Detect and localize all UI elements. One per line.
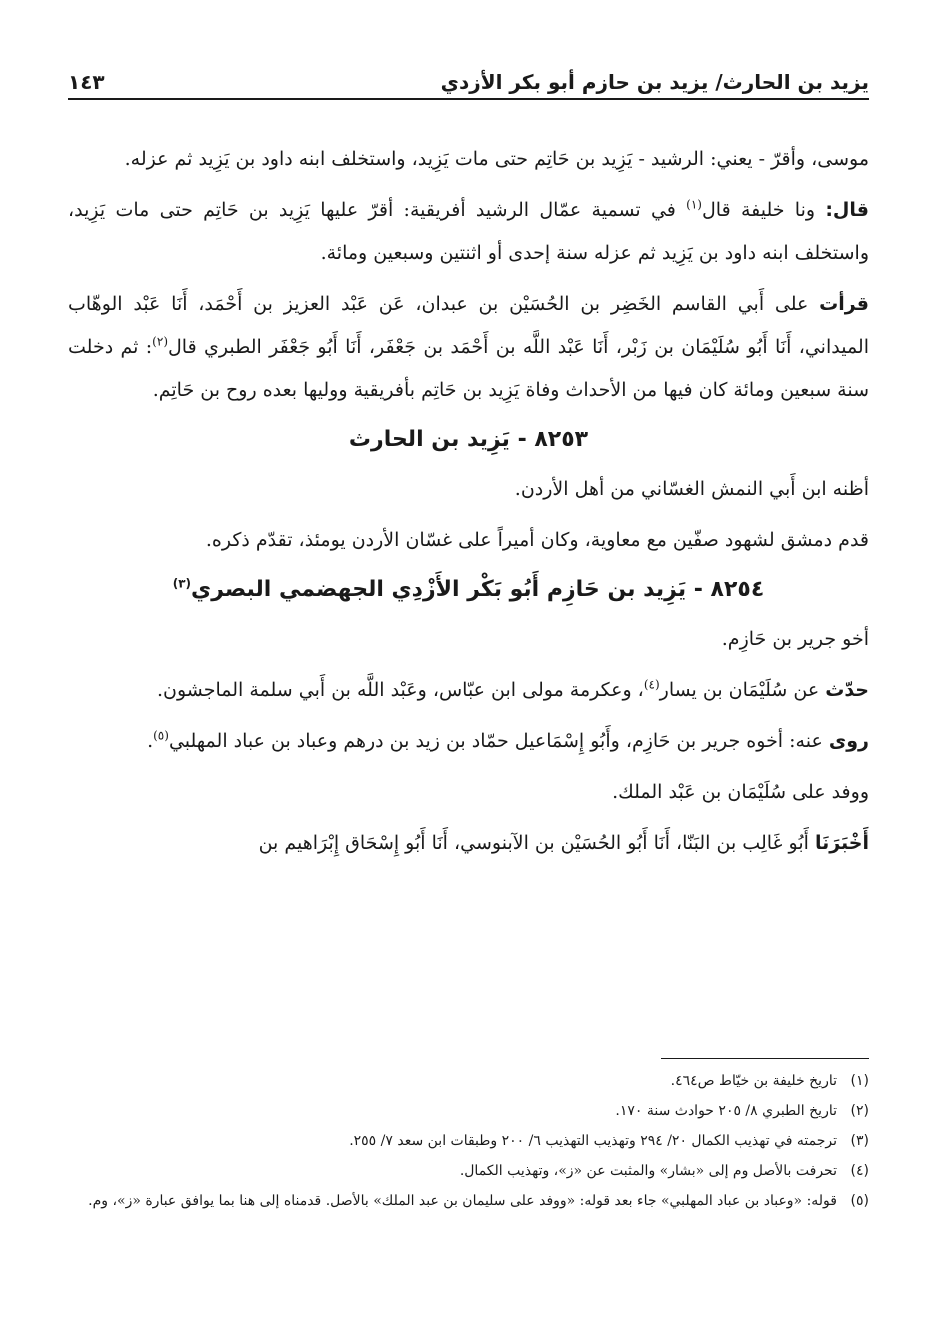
entry-8254-wafada: ووفد على سُلَيْمَان بن عَبْد الملك.: [612, 781, 869, 803]
lead-word: قال:: [825, 199, 869, 221]
running-title: يزيد بن الحارث/ يزيد بن حازم أبو بكر الأزدي: [440, 70, 869, 94]
footnote-3: [68, 1126, 869, 1156]
lead-word: أَخْبَرَنَا: [814, 832, 869, 854]
footnote-ref-3[interactable]: (٣): [172, 576, 192, 591]
footnote-text: تاريخ الطبري ٨/ ٢٠٥ حوادث سنة ١٧٠.: [615, 1103, 837, 1119]
footnote-separator: [661, 1058, 869, 1059]
entry-8254-haddatha: حدّث عن سُلَيْمَان بن يسار$^{(٤)}$، وعكرمة مولى ابن عبّاس، وعَبْد اللَّه بن أَبي سلمة الماجشون.: [156, 677, 869, 701]
footnote-text: تحرفت بالأصل وم إلى «بشار» والمثبت عن «ز»، وتهذيب الكمال.: [459, 1163, 837, 1179]
entry-8254-paragraph-1: أخو جرير بن حَازِم.: [721, 628, 869, 650]
footnote-ref-1[interactable]: (١): [686, 197, 702, 212]
footnote-4: [68, 1156, 869, 1186]
footnote-text: قوله: «وعباد بن عباد المهلبي» جاء بعد قوله: «ووفد على سليمان بن عبد الملك» بالأصل. قدمناه إلى هنا بما يوافق عبارة «ز»، وم.: [88, 1193, 837, 1209]
footnote-number: (٤): [850, 1163, 869, 1179]
entry-8253-paragraph-1: أظنه ابن أَبي النمش الغسّاني من أهل الأردن.: [514, 478, 869, 500]
footnotes: [68, 1066, 869, 1216]
footnote-number: (٢): [850, 1103, 869, 1119]
entry-8254-akhbarana: أَخْبَرَنَا أَبُو غَالِب بن البَنّا، أَنَا أَبُو الحُسَيْن بن الآبنوسي، أَنَا أَبُو إِسْحَاق إِبْرَاهيم بن: [258, 832, 869, 854]
footnote-text: تاريخ خليفة بن خيّاط ص٤٦٤.: [670, 1073, 837, 1089]
entry-heading-8253: ٨٢٥٣ - يَزِيد بن الحارث: [348, 427, 589, 452]
footnote-1: [68, 1066, 869, 1096]
footnote-5: [68, 1186, 869, 1216]
footnote-ref-2[interactable]: (٢): [152, 334, 168, 349]
paragraph-continuation: موسى، وأقرّ - يعني: الرشيد - يَزِيد بن حَاتِم حتى مات يَزِيد، واستخلف ابنه داود بن يَزِيد ثم عزله.: [124, 148, 869, 170]
footnote-number: (٥): [850, 1193, 869, 1209]
entry-heading-8254: ٨٢٥٤ - يَزِيد بن حَازِم أَبُو بَكْر الأَزْدِي الجهضمي البصري$^{(٣)}$: [172, 576, 765, 602]
entry-8254-rawa: روى عنه: أخوه جرير بن حَازِم، وأَبُو إِسْمَاعيل حمّاد بن زيد بن درهم وعباد بن عباد المهلبي$^{(٥)}$.: [147, 728, 869, 752]
lead-word: حدّث: [825, 679, 869, 701]
paragraph-qarat: قرأت على أَبي القاسم الخَضِر بن الحُسَيْن بن عبدان، عَن عَبْد العزيز بن أَحْمَد، أَنَا عَبْد الوهّاب الميداني، أَنَا أَبُو سُلَيْمَان بن زَبْر، أَنَا عَبْد اللَّه بن أَحْمَد بن جَعْفَر، أَنَا أَبُو جَعْفَر الطبري قال$^{(٢)}$: ثم دخلت سنة سبعين ومائة كان فيها من الأحداث وفاة يَزِيد بن حَاتِم بأفريقية ووليها بعده روح بن حَاتِم.: [68, 293, 869, 401]
footnote-ref-5[interactable]: (٥): [153, 728, 169, 743]
footnote-text: ترجمته في تهذيب الكمال ٢٠/ ٢٩٤ وتهذيب التهذيب ٦/ ٢٠٠ وطبقات ابن سعد ٧/ ٢٥٥.: [349, 1133, 837, 1149]
main-text: [68, 138, 869, 873]
footnote-ref-4[interactable]: (٤): [643, 677, 660, 692]
lead-word: قرأت: [819, 293, 869, 315]
running-header: [68, 60, 869, 100]
lead-word: روى: [828, 730, 869, 752]
footnote-number: (٣): [850, 1133, 869, 1149]
footnote-2: [68, 1096, 869, 1126]
entry-8253-paragraph-2: قدم دمشق لشهود صفّين مع معاوية، وكان أميراً على غسّان الأردن يومئذ، تقدّم ذكره.: [205, 529, 869, 551]
footnote-number: (١): [850, 1073, 869, 1089]
page-number: ١٤٣: [68, 70, 105, 94]
paragraph-qal: قال: ونا خليفة قال$^{(١)}$ في تسمية عمّال الرشيد أفريقية: أقرّ عليها يَزِيد بن حَاتِم حتى مات يَزِيد، واستخلف ابنه داود بن يَزِيد ثم عزله سنة إحدى أو اثنتين وسبعين ومائة.: [68, 197, 869, 264]
